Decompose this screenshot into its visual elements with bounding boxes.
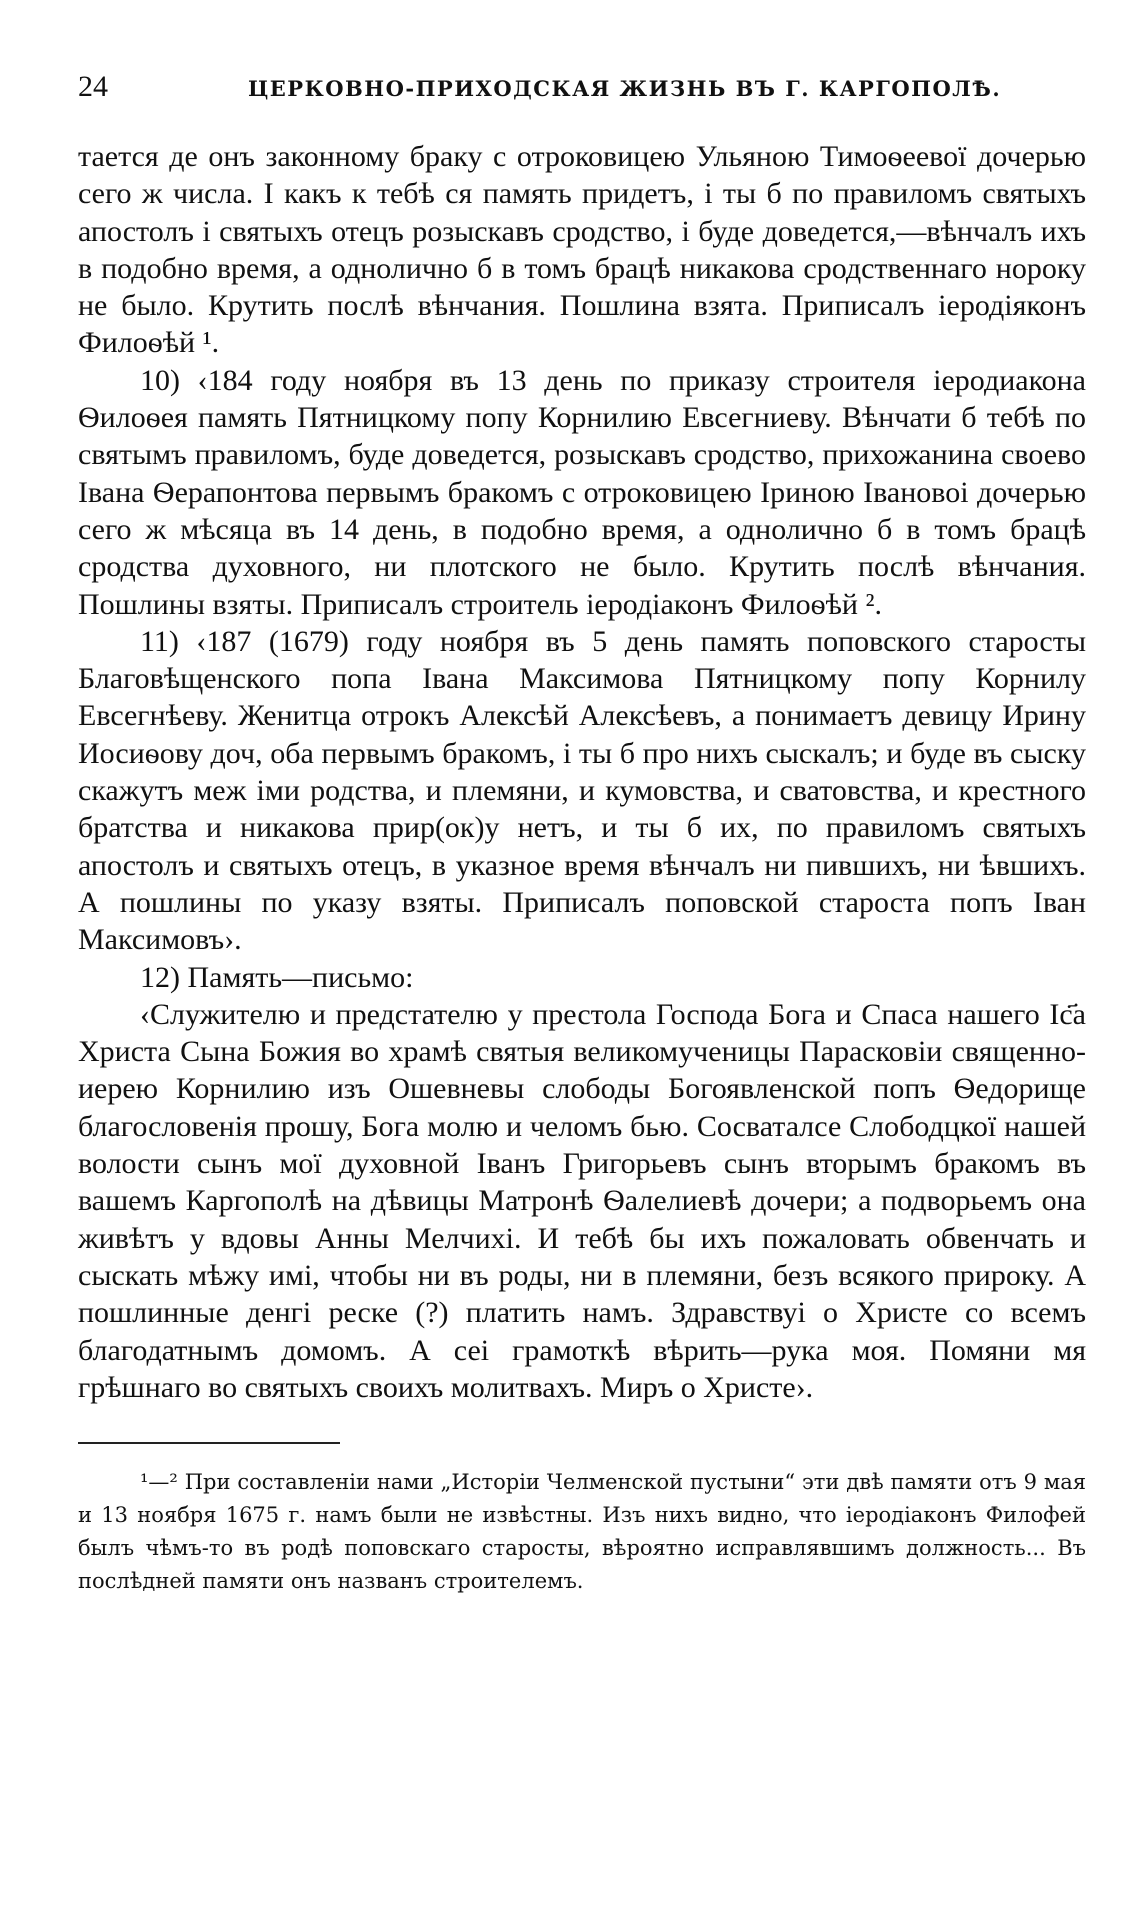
page-number: 24 xyxy=(78,70,108,103)
paragraph-continuation: тается де онъ законному браку с отроковицею Ульяною Тимоѳеевої дочерью сего ж числа. І какъ к тебѣ ся память придетъ, і ты б по правиломъ святыхъ апостолъ і святыхъ отецъ розыскавъ сродство, і буде доведется,—вѣнчалъ ихъ в подобно время, а однолично б в томъ брацѣ никакова сродственнаго нороку не было. Крутить послѣ вѣнчания. Пошлина взята. Приписалъ іеродіяконъ Филоѳѣй ¹. xyxy=(78,140,1086,360)
footnote: ¹—² При составленіи нами „Исторіи Челменской пустыни“ эти двѣ памяти отъ 9 мая и 13 ноября 1675 г. намъ были не извѣстны. Изъ нихъ видно, что іеродіаконъ Филофей былъ чѣмъ-то въ родѣ поповскаго старосты, вѣроятно исправлявшимъ должность... Въ послѣдней памяти онъ названъ строителемъ. xyxy=(78,1470,1086,1594)
page-content xyxy=(78,70,1086,1598)
paragraph-item-11: 11) ‹187 (1679) году ноября въ 5 день память поповского старосты Благовѣщенского попа Івана Максимова Пятницкому попу Корнилу Евсегнѣеву. Женитца отрокъ Алексѣй Алексѣевъ, а понимаетъ девицу Ирину Иосиѳову доч, оба первымъ бракомъ, і ты б про нихъ сыскалъ; и буде въ сыску скажутъ меж іми родства, и племяни, и кумовства, и сватовства, и крестного братства и никакова прир(ок)у нетъ, и ты б их, по правиломъ святыхъ апостолъ и святыхъ отецъ, в указное время вѣнчалъ ни пившихъ, ни ѣвшихъ. А пошлины по указу взяты. Приписалъ поповской староста попъ Іван Максимовъ›. xyxy=(78,624,1086,957)
paragraph-item-12-heading: 12) Память—письмо: xyxy=(140,960,414,994)
footnote-divider xyxy=(78,1442,340,1444)
paragraph-item-10: 10) ‹184 году ноября въ 13 день по приказу строителя іеродиакона Ѳилоѳея память Пятницкому попу Корнилию Евсегниеву. Вѣнчати б тебѣ по святымъ правиломъ, буде доведется, розыскавъ сродство, прихожанина своево Івана Ѳерапонтова первымъ бракомъ с отроковицею Іриною Івановоі дочерью сего ж мѣсяца въ 14 день, в подобно время, а однолично б в томъ брацѣ сродства духовного, ни плотского не было. Крутить послѣ вѣнчания. Пошлины взяты. Приписалъ строитель іеродіаконъ Филоѳѣй ². xyxy=(78,363,1086,621)
running-title: ЦЕРКОВНО-ПРИХОДСКАЯ ЖИЗНЬ ВЪ Г. КАРГОПОЛѢ. xyxy=(248,76,1002,101)
paragraph-letter: ‹Служителю и предстателю у престола Господа Бога и Спаса нашего Іс҃а Христа Сына Божия во храмѣ святыя великомученицы Парасковіи священно-иерею Корнилию изъ Ошевневы слободы Богоявленской попъ Ѳедорище благословенія прошу, Бога молю и челомъ бью. Сосваталсе Слободцкої нашей волости сынъ мої духовной Іванъ Григорьевъ сынъ вторымъ бракомъ въ вашемъ Каргополѣ на дѣвицы Матронѣ Ѳалелиевѣ дочери; а подворьемъ она живѣтъ у вдовы Анны Мелчихі. И тебѣ бы ихъ пожаловать обвенчать и сыскать мѣжу имі, чтобы ни въ роды, ни в племяни, безъ всякого прироку. А пошлинные денгі реске (?) платить намъ. Здравствуі о Христе со всемъ благодатнымъ домомъ. А сеі грамоткѣ вѣрить—рука моя. Помяни мя грѣшнаго во святыхъ своихъ молитвахъ. Миръ о Христе›. xyxy=(78,997,1086,1404)
page-header xyxy=(78,70,1086,110)
main-text xyxy=(78,138,1086,1406)
